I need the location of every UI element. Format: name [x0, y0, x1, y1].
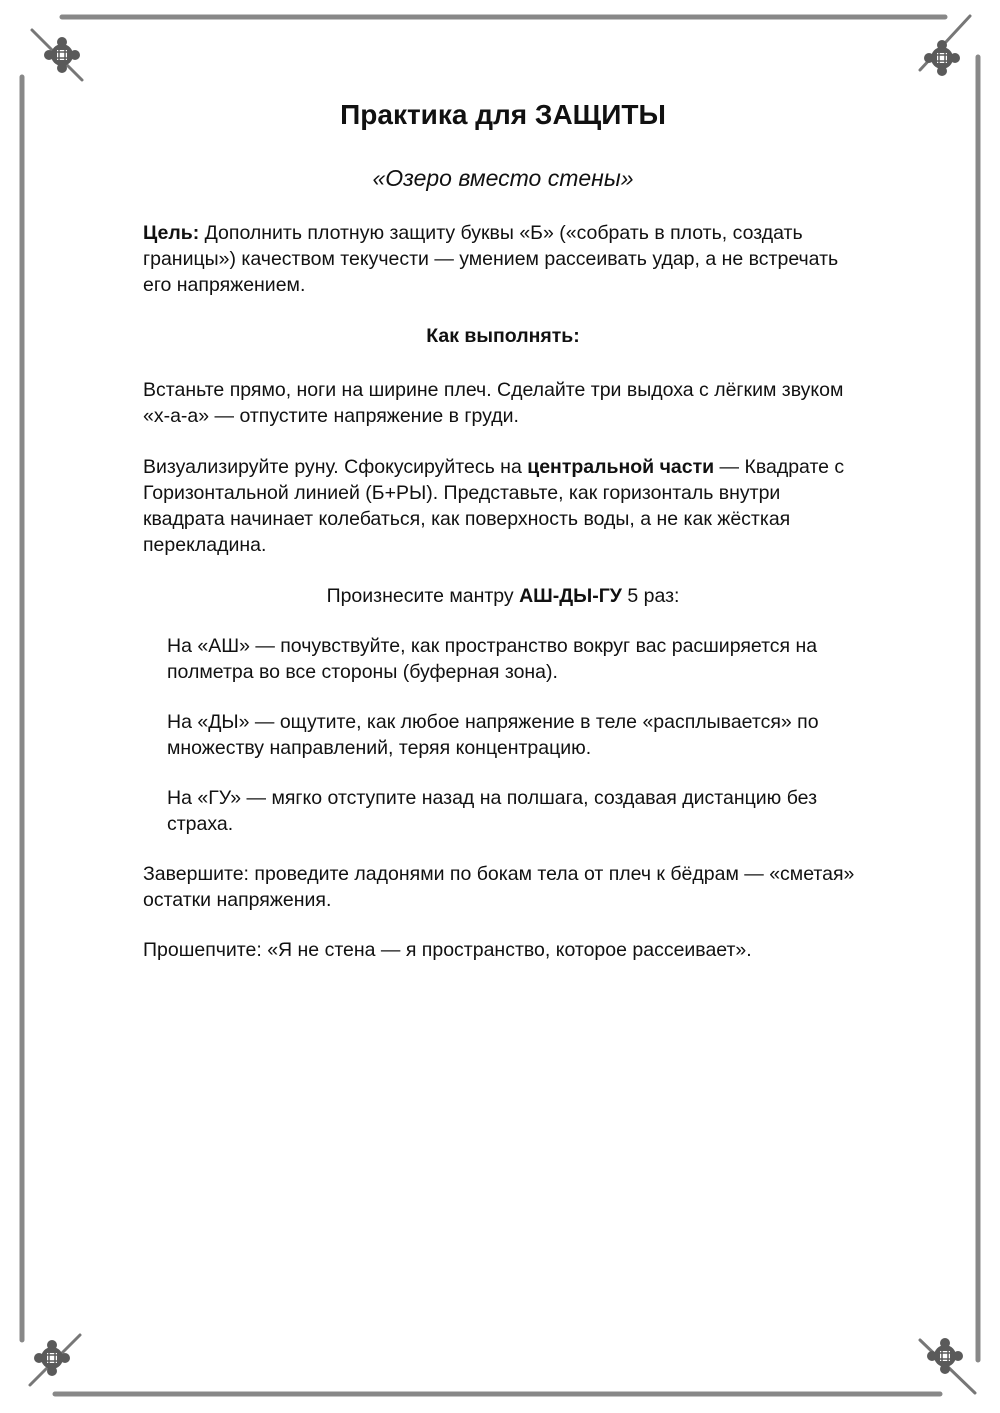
- syllable-ash: На «АШ» — почувствуйте, как пространство вокруг вас расширяется на полметра во все стороны (буферная зона).: [167, 635, 818, 683]
- page-title: Практика для ЗАЩИТЫ: [340, 99, 666, 130]
- howto-heading: Как выполнять:: [426, 325, 580, 347]
- goal-label: Цель:: [143, 222, 200, 244]
- syllable-dy: На «ДЫ» — ощутите, как любое напряжение в теле «расплывается» по множеству направлений, теряя концентрацию.: [167, 711, 819, 759]
- visualize-paragraph: Визуализируйте руну. Сфокусируйтесь на центральной части — Квадрате с Горизонтальной линией (Б+РЫ). Представьте, как горизонталь внутри квадрата начинает колебаться, как поверхность воды, а не как жёсткая перекладина.: [143, 456, 845, 556]
- whisper-paragraph: Прошепчите: «Я не стена — я пространство, которое рассеивает».: [143, 939, 752, 961]
- goal-paragraph: [143, 220, 863, 298]
- mantra-word: АШ-ДЫ-ГУ: [519, 585, 622, 607]
- syllable-gu: На «ГУ» — мягко отступите назад на полшага, создавая дистанцию без страха.: [167, 787, 818, 835]
- mantra-line: Произнесите мантру АШ-ДЫ-ГУ 5 раз:: [326, 585, 680, 607]
- visualize-emphasis: центральной части: [527, 456, 715, 478]
- corner-ornament-icon: [44, 37, 80, 73]
- stand-paragraph: Встаньте прямо, ноги на ширине плеч. Сделайте три выдоха с лёгким звуком «х-а-а» — отпустите напряжение в груди.: [143, 379, 844, 427]
- document-page: [143, 92, 863, 963]
- page-subtitle: «Озеро вместо стены»: [372, 165, 634, 191]
- corner-ornament-icon: [927, 1338, 963, 1374]
- finish-paragraph: Завершите: проведите ладонями по бокам тела от плеч к бёдрам — «сметая» остатки напряжения.: [143, 863, 855, 911]
- goal-text: Дополнить плотную защиту буквы «Б» («собрать в плоть, создать границы») качеством текучести — умением рассеивать удар, а не встречать его напряжением.: [143, 222, 839, 296]
- corner-ornament-icon: [34, 1340, 70, 1376]
- corner-ornament-icon: [924, 40, 960, 76]
